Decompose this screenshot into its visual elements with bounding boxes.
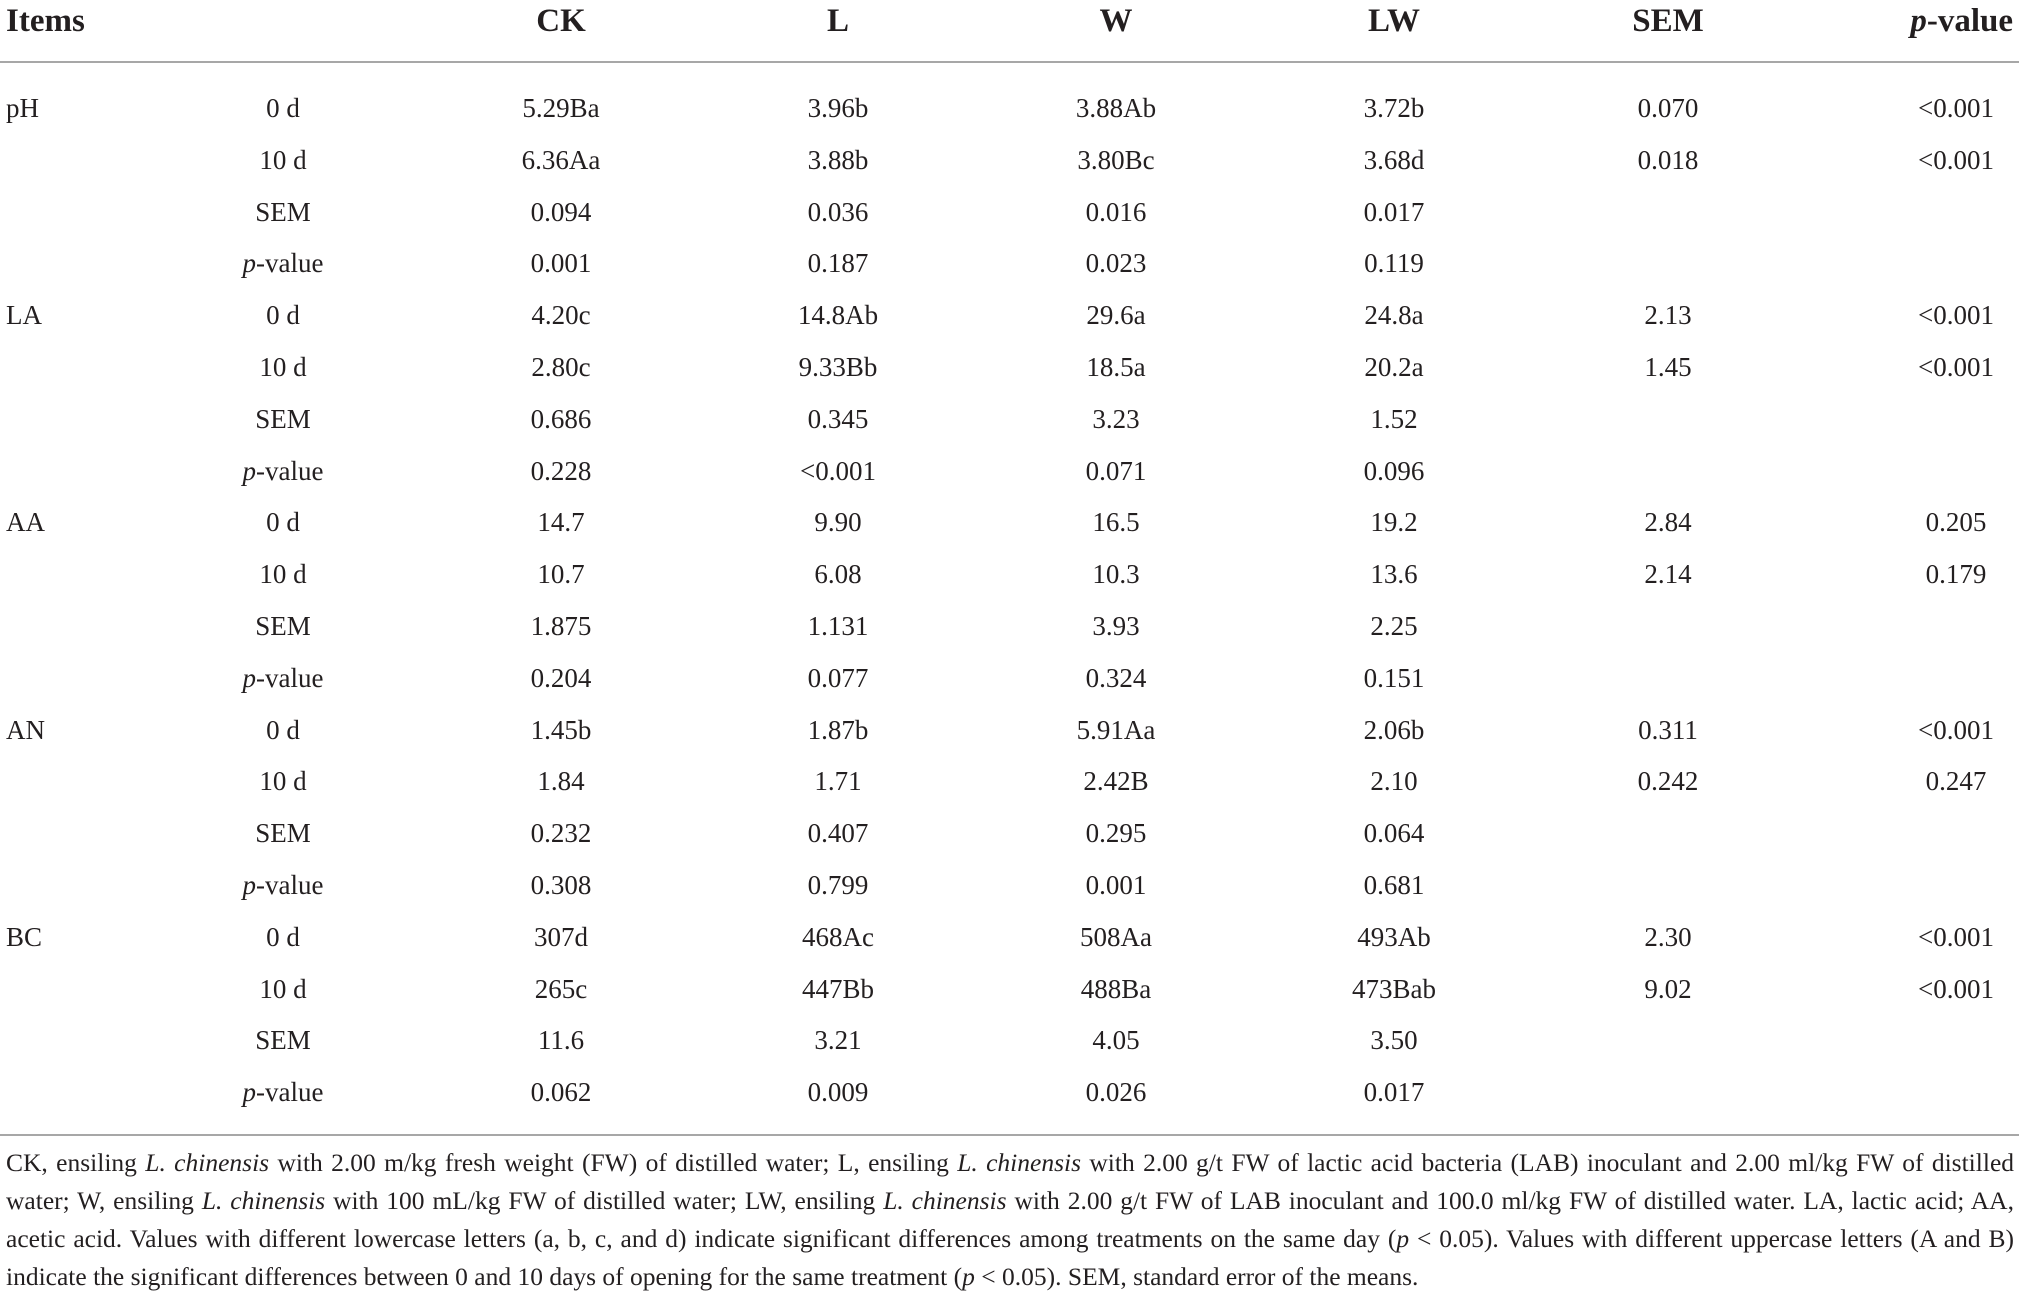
cell-lw: 2.06b	[1363, 714, 1425, 745]
table-row	[0, 445, 2019, 497]
cell-l: 14.8Ab	[797, 300, 879, 331]
table-row	[0, 755, 2019, 807]
cell-p-value: <0.001	[1918, 144, 1994, 175]
cell-subitem: 10 d	[259, 766, 307, 797]
table-row	[0, 600, 2019, 652]
footnote-text-run: < 0.05). Values with different uppercase letters (A and B) indicate the significant differences between 0 and 10 days of opening for the same treatment (	[6, 1224, 2014, 1291]
cell-subitem	[243, 652, 324, 704]
cell-subitem: SEM	[255, 403, 311, 434]
cell-subitem-rest: -value	[256, 662, 324, 693]
cell-ck: 0.228	[530, 455, 592, 486]
table-row	[0, 859, 2019, 911]
cell-lw: 473Bab	[1352, 973, 1436, 1004]
cell-l: 3.88b	[807, 144, 869, 175]
cell-lw: 19.2	[1370, 507, 1418, 538]
cell-ck: 1.875	[530, 611, 592, 641]
cell-subitem: 0 d	[266, 921, 300, 952]
cell-l: 0.799	[807, 870, 869, 900]
footnote-text-run: < 0.05). SEM, standard error of the means.	[974, 1262, 1419, 1291]
footnote-italic-run: p	[962, 1262, 975, 1291]
table-row	[0, 134, 2019, 186]
cell-sem: 2.14	[1644, 559, 1692, 590]
cell-ck: 0.062	[530, 1077, 592, 1108]
cell-w: 0.295	[1085, 818, 1147, 849]
cell-sem: 0.018	[1637, 144, 1699, 175]
header-p-italic: p	[1910, 3, 1927, 39]
cell-w: 2.42B	[1083, 766, 1149, 797]
cell-subitem-italic: p	[242, 870, 257, 900]
header-w: W	[1099, 3, 1133, 39]
header-sem: SEM	[1632, 3, 1704, 39]
cell-ck: 14.7	[537, 507, 585, 538]
cell-w: 0.071	[1085, 455, 1147, 486]
cell-w: 3.93	[1092, 611, 1140, 641]
cell-ck: 0.001	[530, 248, 592, 279]
cell-subitem	[243, 859, 324, 911]
cell-subitem	[243, 1066, 324, 1118]
cell-l: 1.71	[814, 766, 862, 797]
table-row	[0, 1014, 2019, 1066]
cell-lw: 3.72b	[1363, 93, 1425, 123]
bottom-rule	[0, 1134, 2019, 1136]
cell-item: AA	[6, 507, 45, 538]
cell-lw: 0.017	[1363, 196, 1425, 227]
cell-ck: 2.80c	[531, 352, 591, 382]
cell-subitem	[243, 237, 324, 289]
cell-subitem: 10 d	[259, 144, 307, 175]
cell-ck: 1.84	[537, 766, 585, 797]
cell-p-value: <0.001	[1918, 93, 1994, 123]
cell-lw: 2.10	[1370, 766, 1418, 797]
table-row	[0, 341, 2019, 393]
cell-w: 16.5	[1092, 507, 1140, 538]
cell-ck: 5.29Ba	[522, 93, 600, 123]
cell-lw: 3.68d	[1363, 144, 1425, 175]
cell-subitem-rest: -value	[256, 455, 324, 486]
footnote-italic-run: L. chinensis	[883, 1186, 1007, 1215]
header-p-value	[1910, 0, 2013, 42]
cell-w: 10.3	[1092, 559, 1140, 590]
cell-item: BC	[6, 921, 43, 952]
cell-w: 5.91Aa	[1076, 714, 1156, 745]
cell-subitem-italic: p	[242, 1077, 257, 1108]
cell-subitem-rest: -value	[256, 1077, 324, 1108]
cell-sem: 0.070	[1637, 93, 1699, 123]
table-row	[0, 82, 2019, 134]
cell-w: 4.05	[1092, 1025, 1140, 1056]
cell-ck: 0.308	[530, 870, 592, 900]
cell-ck: 11.6	[537, 1025, 585, 1056]
cell-sem: 0.311	[1638, 714, 1698, 745]
cell-ck: 10.7	[537, 559, 585, 590]
table-row	[0, 186, 2019, 238]
table-row	[0, 963, 2019, 1015]
cell-ck: 0.094	[530, 196, 592, 227]
cell-p-value: 0.179	[1925, 559, 1987, 590]
table-row	[0, 237, 2019, 289]
footnote-italic-run: L. chinensis	[145, 1148, 270, 1177]
table-row	[0, 911, 2019, 963]
cell-l: 0.345	[807, 403, 869, 434]
cell-p-value: <0.001	[1918, 300, 1994, 331]
cell-l: 9.90	[814, 507, 862, 538]
footnote-italic-run: p	[1396, 1224, 1410, 1253]
cell-item: LA	[6, 300, 42, 331]
cell-p-value: <0.001	[1918, 352, 1994, 382]
cell-p-value: <0.001	[1918, 921, 1994, 952]
cell-subitem: 0 d	[266, 714, 300, 745]
cell-subitem: SEM	[255, 196, 311, 227]
cell-lw: 24.8a	[1364, 300, 1424, 331]
cell-l: 447Bb	[801, 973, 875, 1004]
footnote-text-run: with 2.00 g/t FW of LAB inoculant and 100.0 ml/kg FW of distilled water. LA, lactic acid; AA, acetic acid. Values with different lowercase letters (a, b, c, and d) indicate significant differences among treatments on the same day (	[6, 1186, 2014, 1253]
table-row	[0, 496, 2019, 548]
cell-w: 508Aa	[1080, 921, 1152, 952]
cell-subitem-italic: p	[242, 248, 257, 279]
footnote-text-run: with 2.00 m/kg fresh weight (FW) of distilled water; L, ensiling	[269, 1148, 958, 1177]
cell-ck: 0.686	[530, 403, 592, 434]
cell-l: 9.33Bb	[798, 352, 878, 382]
table-row	[0, 1066, 2019, 1118]
cell-subitem: 10 d	[259, 973, 307, 1004]
cell-subitem: SEM	[255, 1025, 311, 1056]
cell-subitem: 0 d	[266, 93, 300, 123]
table-row	[0, 704, 2019, 756]
table-row	[0, 289, 2019, 341]
header-lw: LW	[1368, 3, 1420, 39]
cell-lw: 2.25	[1370, 611, 1418, 641]
header-rule	[0, 61, 2019, 63]
cell-l: 1.87b	[807, 714, 869, 745]
table-header	[0, 0, 2019, 62]
header-ck: CK	[536, 3, 586, 39]
cell-sem: 2.30	[1644, 921, 1692, 952]
cell-subitem: 0 d	[266, 300, 300, 331]
cell-w: 0.324	[1085, 662, 1147, 693]
cell-w: 3.80Bc	[1077, 144, 1155, 175]
cell-w: 3.88Ab	[1075, 93, 1157, 123]
cell-lw: 0.119	[1364, 248, 1424, 279]
header-items: Items	[6, 3, 85, 39]
header-l: L	[826, 3, 850, 39]
cell-l: 0.036	[807, 196, 869, 227]
cell-lw: 0.151	[1363, 662, 1425, 693]
cell-p-value: <0.001	[1918, 714, 1994, 745]
footnote-italic-run: L. chinensis	[957, 1148, 1082, 1177]
cell-p-value: <0.001	[1918, 973, 1994, 1004]
cell-w: 18.5a	[1086, 352, 1146, 382]
cell-item: AN	[6, 714, 45, 745]
cell-l: 0.407	[807, 818, 869, 849]
cell-sem: 1.45	[1644, 352, 1692, 382]
cell-subitem: 10 d	[259, 352, 307, 382]
cell-l: <0.001	[800, 455, 876, 486]
table-row	[0, 652, 2019, 704]
header-p-rest: -value	[1926, 3, 2013, 39]
cell-lw: 1.52	[1370, 403, 1418, 434]
footnote-text-run: CK, ensiling	[6, 1148, 146, 1177]
cell-ck: 307d	[534, 921, 588, 952]
cell-ck: 0.204	[530, 662, 592, 693]
cell-p-value: 0.247	[1925, 766, 1987, 797]
cell-l: 468Ac	[802, 921, 874, 952]
cell-lw: 0.681	[1363, 870, 1425, 900]
cell-w: 0.001	[1085, 870, 1147, 900]
cell-p-value: 0.205	[1925, 507, 1987, 538]
cell-subitem-italic: p	[242, 662, 257, 693]
table-row	[0, 548, 2019, 600]
cell-sem: 2.84	[1644, 507, 1692, 538]
footnote-text-run: with 2.00 g/t FW of lactic acid bacteria (LAB) inoculant and 2.00 ml/kg FW of distilled water; W, ensiling	[6, 1148, 2015, 1215]
cell-l: 6.08	[814, 559, 862, 590]
cell-l: 0.009	[807, 1077, 869, 1108]
cell-subitem: 10 d	[259, 559, 307, 590]
cell-ck: 4.20c	[531, 300, 591, 331]
cell-sem: 2.13	[1644, 300, 1692, 331]
cell-subitem: SEM	[255, 611, 311, 641]
cell-lw: 3.50	[1370, 1025, 1418, 1056]
cell-w: 0.026	[1085, 1077, 1147, 1108]
cell-lw: 20.2a	[1364, 352, 1424, 382]
cell-subitem-italic: p	[242, 455, 257, 486]
cell-ck: 6.36Aa	[521, 144, 601, 175]
cell-lw: 13.6	[1370, 559, 1418, 590]
cell-sem: 0.242	[1637, 766, 1699, 797]
cell-lw: 493Ab	[1357, 921, 1431, 952]
cell-l: 0.077	[807, 662, 869, 693]
cell-lw: 0.096	[1363, 455, 1425, 486]
cell-l: 3.96b	[807, 93, 869, 123]
cell-ck: 265c	[534, 973, 588, 1004]
cell-l: 0.187	[807, 248, 869, 279]
table-row	[0, 393, 2019, 445]
cell-subitem	[243, 445, 324, 497]
cell-subitem-rest: -value	[256, 870, 324, 900]
table-row	[0, 807, 2019, 859]
cell-lw: 0.064	[1363, 818, 1425, 849]
cell-item: pH	[6, 93, 39, 123]
cell-l: 1.131	[807, 611, 869, 641]
cell-subitem-rest: -value	[256, 248, 324, 279]
footnote-text-run: with 100 mL/kg FW of distilled water; LW, ensiling	[325, 1186, 884, 1215]
cell-w: 29.6a	[1086, 300, 1146, 331]
cell-l: 3.21	[814, 1025, 862, 1056]
cell-subitem: SEM	[255, 818, 311, 849]
cell-sem: 9.02	[1644, 973, 1692, 1004]
cell-w: 488Ba	[1080, 973, 1152, 1004]
cell-ck: 0.232	[530, 818, 592, 849]
cell-subitem: 0 d	[266, 507, 300, 538]
footnote-italic-run: L. chinensis	[201, 1186, 326, 1215]
cell-w: 0.016	[1085, 196, 1147, 227]
cell-ck: 1.45b	[530, 714, 592, 745]
footnote	[6, 1144, 2014, 1296]
cell-w: 0.023	[1085, 248, 1147, 279]
cell-w: 3.23	[1092, 403, 1140, 434]
cell-lw: 0.017	[1363, 1077, 1425, 1108]
